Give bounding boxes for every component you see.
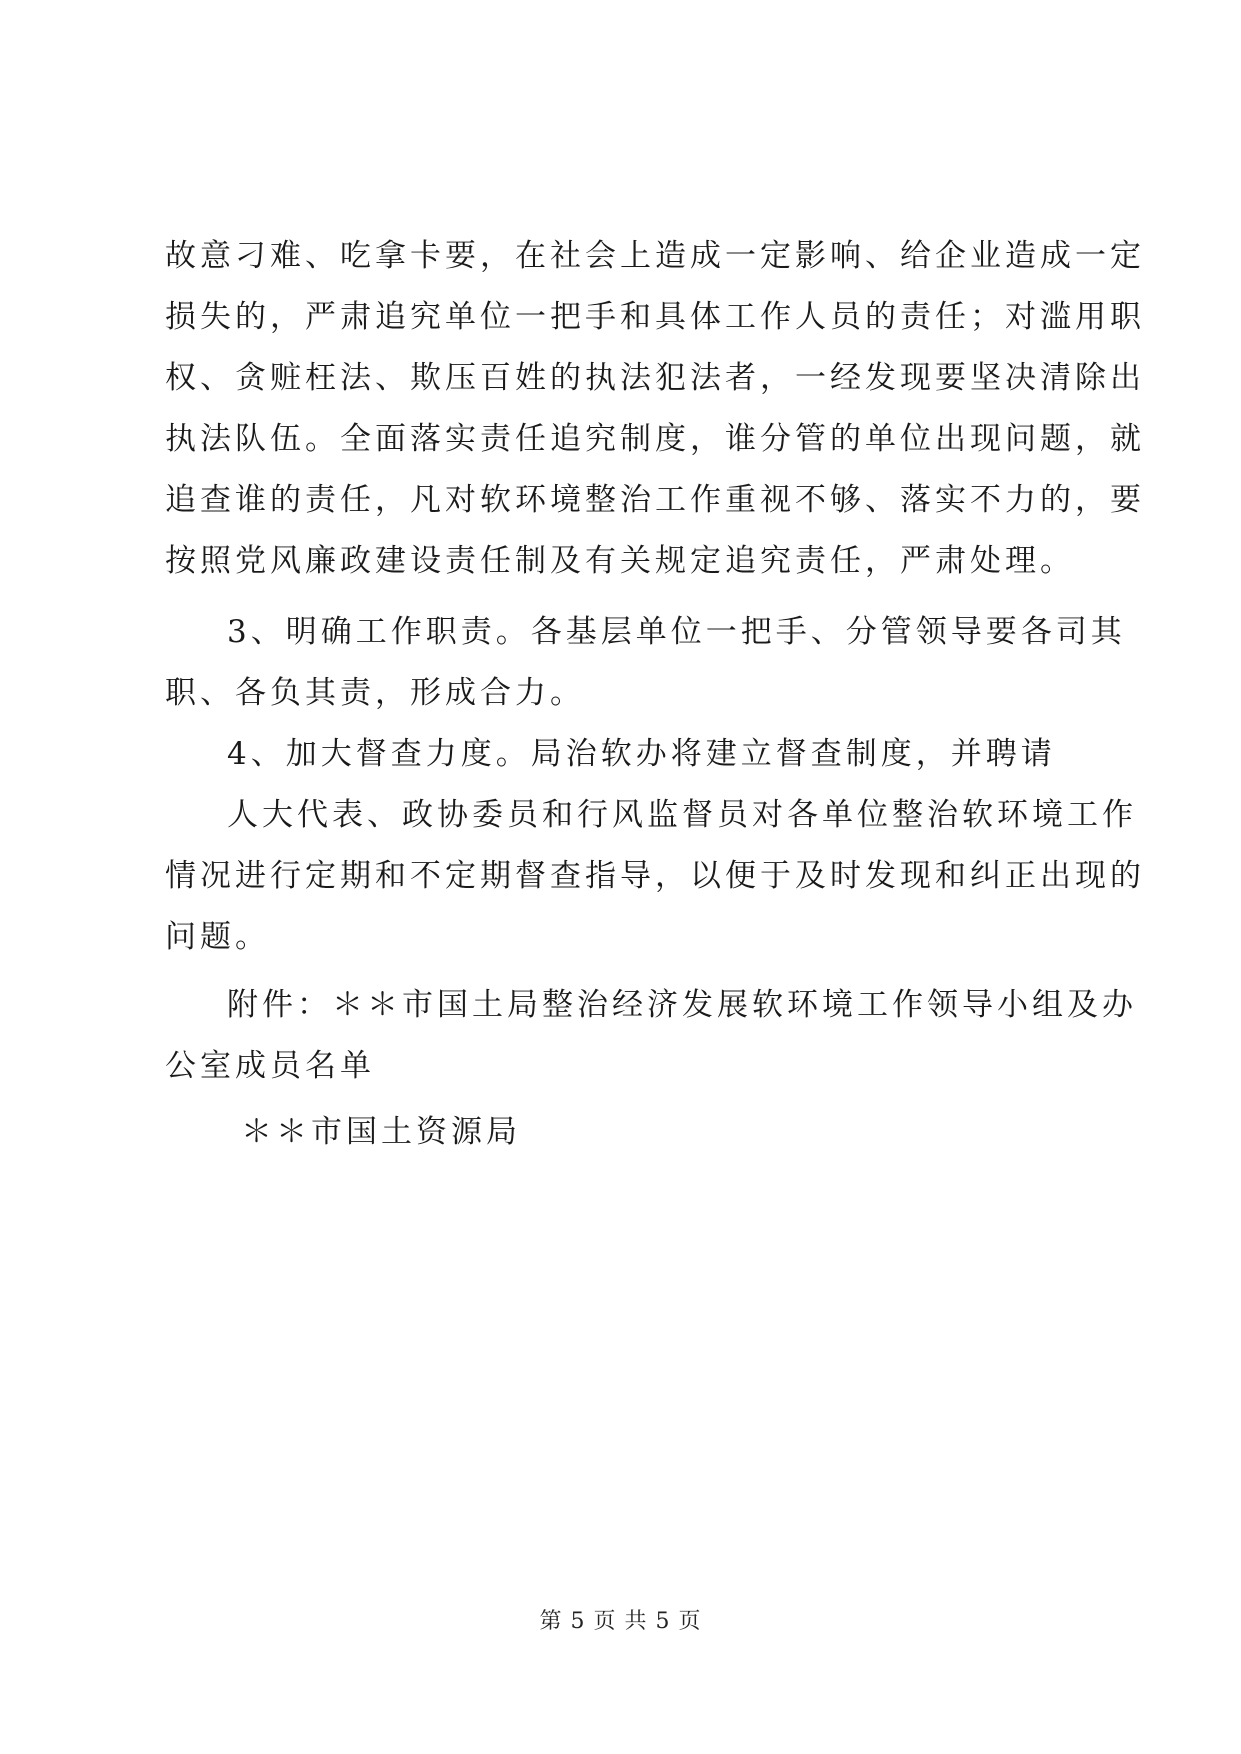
text-line: 故意刁难、吃拿卡要，在社会上造成一定影响、给企业造成一定 <box>165 238 1145 274</box>
text-line: 问题。 <box>165 919 270 955</box>
text-line: ＊＊市国土资源局 <box>241 1114 521 1150</box>
text-line: 公室成员名单 <box>165 1048 375 1084</box>
text-line: 执法队伍。全面落实责任追究制度，谁分管的单位出现问题，就 <box>165 421 1145 457</box>
text-line: 按照党风廉政建设责任制及有关规定追究责任，严肃处理。 <box>165 543 1075 579</box>
text-line: 4、加大督查力度。局治软办将建立督查制度，并聘请 <box>227 736 1056 772</box>
text-line: 损失的，严肃追究单位一把手和具体工作人员的责任；对滥用职 <box>165 299 1145 335</box>
text-line: 追查谁的责任，凡对软环境整治工作重视不够、落实不力的，要 <box>165 482 1145 518</box>
text-line: 人大代表、政协委员和行风监督员对各单位整治软环境工作 <box>227 797 1137 833</box>
text-line: 职、各负其责，形成合力。 <box>165 675 585 711</box>
text-line: 权、贪赃枉法、欺压百姓的执法犯法者，一经发现要坚决清除出 <box>165 360 1145 396</box>
text-line: 3、明确工作职责。各基层单位一把手、分管领导要各司其 <box>227 614 1126 650</box>
text-line: 情况进行定期和不定期督查指导，以便于及时发现和纠正出现的 <box>165 858 1145 894</box>
page-footer: 第 5 页 共 5 页 <box>539 1609 702 1634</box>
text-line: 附件：＊＊市国土局整治经济发展软环境工作领导小组及办 <box>227 987 1137 1023</box>
